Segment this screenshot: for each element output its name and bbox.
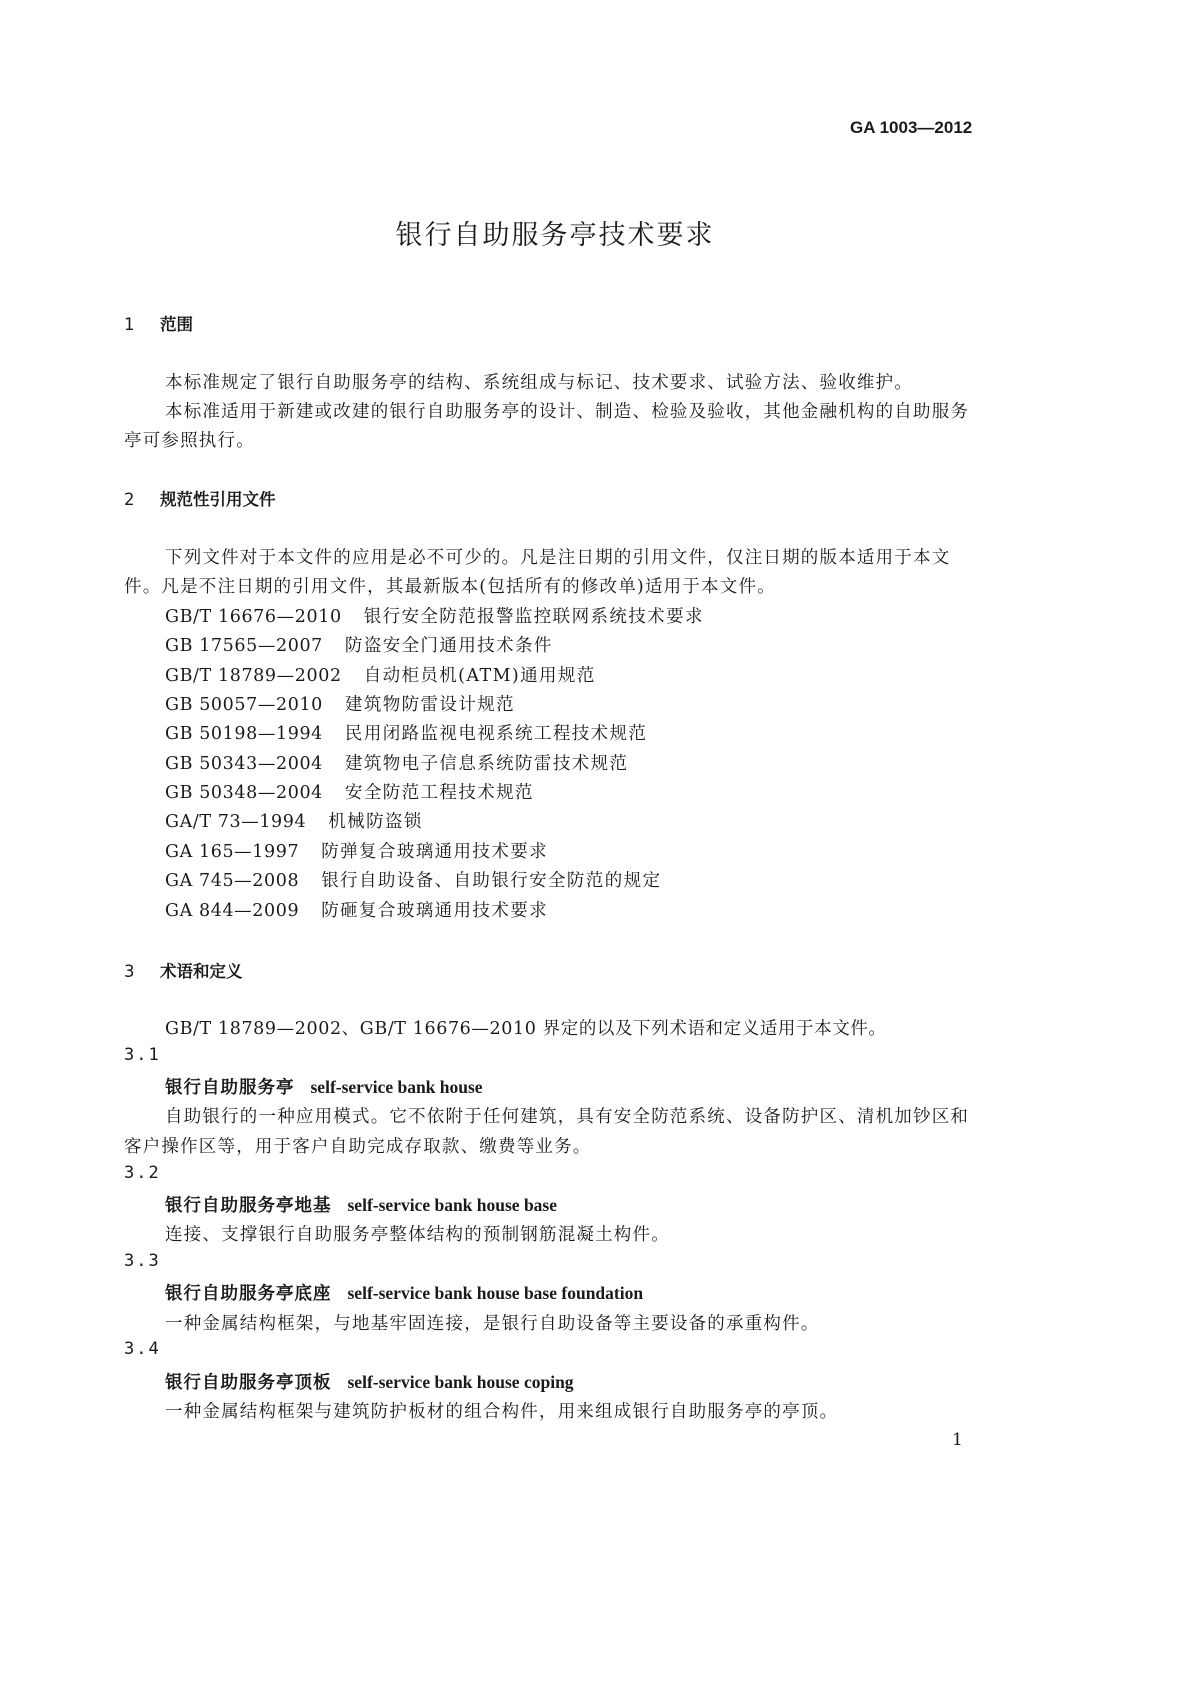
term-heading — [165, 1192, 557, 1217]
reference-code: GA/T 73—1994 — [165, 812, 307, 832]
term-en: self-service bank house coping — [347, 1372, 574, 1392]
reference-code: GB 50348—2004 — [165, 783, 323, 803]
paragraph: 本标准适用于新建或改建的银行自助服务亭的设计、制造、检验及验收，其他金融机构的自助服务 — [165, 402, 970, 422]
reference-title: 建筑物电子信息系统防雷技术规范 — [344, 754, 629, 774]
reference-item — [165, 808, 423, 833]
reference-code: GB/T 18789—2002 — [165, 666, 342, 686]
reference-title: 自动柜员机(ATM)通用规范 — [363, 666, 596, 686]
term-number: 3.4 — [124, 1339, 161, 1359]
term-zh: 银行自助服务亭 — [165, 1078, 295, 1098]
section-title: 规范性引用文件 — [160, 490, 276, 509]
paragraph: GB/T 18789—2002、GB/T 16676—2010 界定的以及下列术语和定义适用于本文件。 — [165, 1019, 887, 1039]
reference-title: 建筑物防雷设计规范 — [344, 695, 516, 715]
reference-code: GB 50198—1994 — [165, 724, 323, 744]
term-en: self-service bank house base foundation — [347, 1283, 644, 1303]
section-number: 3 — [124, 962, 135, 981]
standard-number: GA 1003—2012 — [850, 118, 973, 137]
paragraph-continuation: 亭可参照执行。 — [124, 431, 255, 451]
term-definition-continuation: 客户操作区等，用于客户自助完成存取款、缴费等业务。 — [124, 1137, 592, 1157]
reference-code: GB/T 16676—2010 — [165, 607, 342, 627]
term-definition: 一种金属结构框架，与地基牢固连接，是银行自助设备等主要设备的承重构件。 — [165, 1314, 820, 1334]
term-en: self-service bank house base — [347, 1195, 558, 1215]
reference-item — [165, 779, 534, 804]
term-heading — [165, 1369, 574, 1394]
paragraph: 本标准规定了银行自助服务亭的结构、系统组成与标记、技术要求、试验方法、验收维护。 — [165, 373, 913, 393]
page-number: 1 — [952, 1430, 963, 1450]
reference-code: GB 17565—2007 — [165, 636, 323, 656]
term-definition: 自助银行的一种应用模式。它不依附于任何建筑，具有安全防范系统、设备防护区、清机加钞区和 — [165, 1107, 970, 1127]
reference-title: 防弹复合玻璃通用技术要求 — [321, 842, 549, 862]
reference-code: GB 50343—2004 — [165, 754, 323, 774]
reference-item — [165, 632, 553, 657]
reference-code: GA 745—2008 — [165, 871, 300, 891]
reference-item — [165, 662, 596, 687]
term-zh: 银行自助服务亭底座 — [165, 1284, 332, 1304]
term-number: 3.3 — [124, 1251, 161, 1271]
reference-title: 防砸复合玻璃通用技术要求 — [321, 901, 549, 921]
term-definition: 一种金属结构框架与建筑防护板材的组合构件，用来组成银行自助服务亭的亭顶。 — [165, 1402, 839, 1422]
term-heading — [165, 1074, 483, 1099]
reference-item — [165, 897, 548, 922]
reference-item — [165, 720, 647, 745]
reference-item — [165, 838, 548, 863]
reference-code: GA 844—2009 — [165, 901, 300, 921]
reference-item — [165, 691, 515, 716]
term-heading — [165, 1280, 643, 1305]
term-number: 3.2 — [124, 1163, 161, 1183]
section-title: 范围 — [160, 315, 193, 334]
reference-code: GA 165—1997 — [165, 842, 300, 862]
term-zh: 银行自助服务亭顶板 — [165, 1373, 332, 1393]
term-number: 3.1 — [124, 1045, 161, 1065]
reference-title: 银行安全防范报警监控联网系统技术要求 — [363, 607, 704, 627]
reference-item — [165, 603, 704, 628]
paragraph-continuation: 件。凡是不注日期的引用文件，其最新版本(包括所有的修改单)适用于本文件。 — [124, 577, 776, 597]
term-en: self-service bank house — [310, 1077, 483, 1097]
reference-title: 安全防范工程技术规范 — [344, 783, 534, 803]
term-zh: 银行自助服务亭地基 — [165, 1196, 332, 1216]
term-definition: 连接、支撑银行自助服务亭整体结构的预制钢筋混凝土构件。 — [165, 1225, 670, 1245]
section-1-heading — [124, 311, 193, 335]
section-2-heading — [124, 486, 276, 510]
reference-title: 防盗安全门通用技术条件 — [344, 636, 553, 656]
document-title: 银行自助服务亭技术要求 — [395, 220, 715, 251]
reference-item — [165, 867, 661, 892]
section-3-heading — [124, 958, 243, 982]
reference-title: 机械防盗锁 — [328, 812, 423, 832]
section-number: 2 — [124, 490, 135, 509]
section-number: 1 — [124, 315, 135, 334]
paragraph: 下列文件对于本文件的应用是必不可少的。凡是注日期的引用文件，仅注日期的版本适用于本文 — [165, 548, 951, 568]
reference-item — [165, 750, 628, 775]
section-title: 术语和定义 — [160, 962, 243, 981]
reference-title: 银行自助设备、自助银行安全防范的规定 — [321, 871, 662, 891]
reference-title: 民用闭路监视电视系统工程技术规范 — [344, 724, 648, 744]
reference-code: GB 50057—2010 — [165, 695, 323, 715]
